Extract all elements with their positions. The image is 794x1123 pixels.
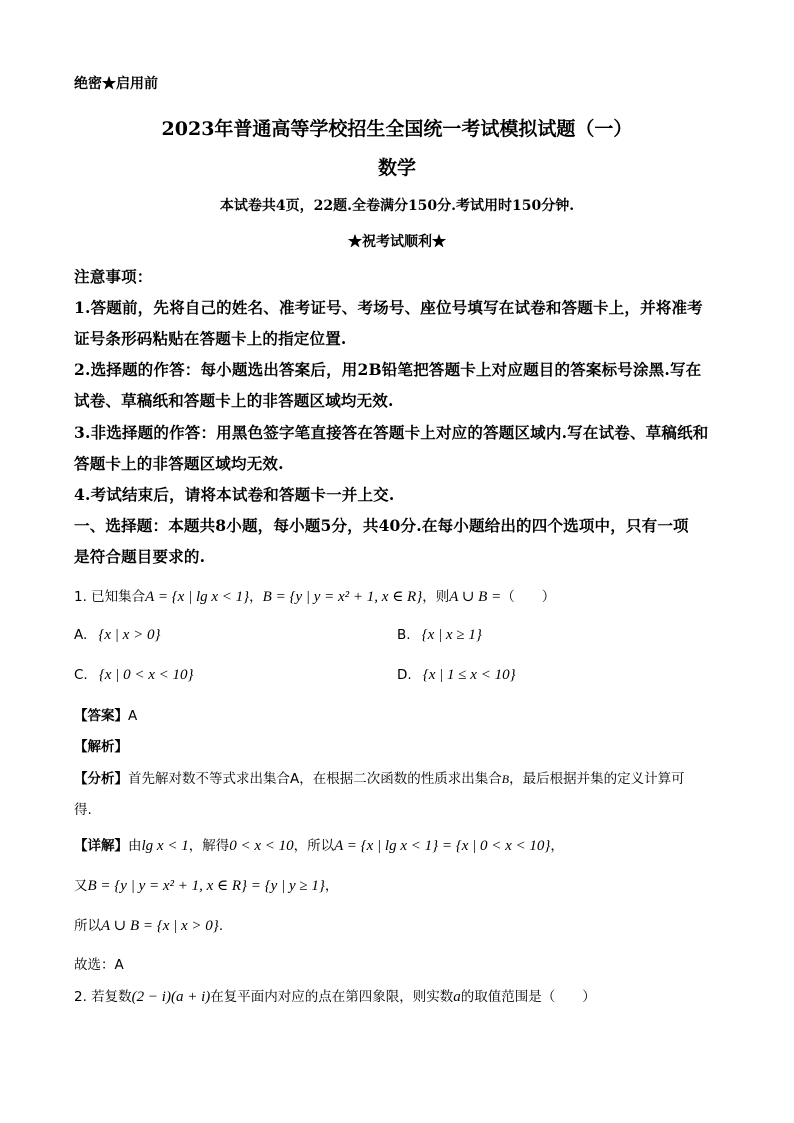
notes-heading: 注意事项： [74,267,153,286]
question-2-stem [74,985,596,1006]
note-line: 答题卡上的非答题区域均无效. [74,454,284,473]
xj-text: . [218,918,224,934]
fenxi-tag: 【分析】 [74,771,128,787]
xj-text: 所以 [74,918,101,934]
question-2-text: 在复平面内对应的点在第四象限，则实数 [210,989,454,1005]
note-line: 证号条形码粘贴在答题卡上的指定位置. [74,329,347,348]
fenxi-text: 首先解对数不等式求出集合A，在根据二次函数的性质求出集合 [128,771,502,787]
xiangjie-tag: 【详解】 [74,838,128,854]
section-heading: 一、选择题：本题共8小题，每小题5分，共40分.在每小题给出的四个选项中，只有一项 [74,516,689,535]
exam-title: 2023年普通高等学校招生全国统一考试模拟试题（一） [161,118,633,140]
separator: ， [249,589,263,605]
xj-text: ，所以 [293,838,335,854]
fenxi-set-b: B [501,772,510,786]
xj-math: A ∪ B = {x | x > 0} [101,918,219,934]
option-a[interactable] [74,624,160,644]
note-line: 试卷、草稿纸和答题卡上的非答题区域均无效. [74,391,394,410]
answer-tag: 【答案】 [74,708,128,724]
option-a-value: {x | x > 0} [98,627,161,643]
option-b-value: {x | x ≥ 1} [421,627,482,643]
xiangjie-line-3 [74,914,223,935]
option-a-label: A. [74,627,88,643]
xj-text: ， [550,838,564,854]
answer-value: A [128,708,138,724]
option-b-label: B. [397,627,411,643]
option-c-label: C. [74,667,88,683]
subject-title: 数学 [377,157,416,179]
section-heading-cont: 是符合题目要求的. [74,547,206,566]
xj-math: A = {x | lg x < 1} = {x | 0 < x < 10} [334,838,551,854]
xiangjie-line-2 [74,874,338,895]
option-b[interactable] [397,624,482,644]
analysis-heading [74,735,128,755]
xj-text: ， [324,878,339,894]
question-1-prefix: 1. 已知集合 [74,589,146,605]
fenxi-text-cont: ，最后根据并集的定义计算可 [509,771,685,787]
analysis-tag: 【解析】 [74,739,128,755]
question-2-prefix: 2. 若复数 [74,989,132,1005]
option-c[interactable] [74,664,194,684]
xj-math: B = {y | y = x² + 1, x ∈ R} = {y | y ≥ 1} [87,878,325,894]
question-1-ask: ，则 [422,589,450,605]
union-expr: A ∪ B = [449,589,502,605]
xj-text: 由 [128,838,142,854]
answer-line [74,704,137,724]
note-line: 3.非选择题的作答：用黑色签字笔直接答在答题卡上对应的答题区域内.写在试卷、草稿纸和 [74,423,709,442]
option-d[interactable] [397,664,516,684]
option-c-value: {x | 0 < x < 10} [98,667,194,683]
note-line: 4.考试结束后，请将本试卷和答题卡一并上交. [74,485,395,504]
xj-text: ，解得 [188,838,230,854]
choose-answer: 故选：A [74,957,124,973]
option-d-label: D. [397,667,412,683]
complex-expr: (2 − i)(a + i) [131,989,211,1005]
confidential-label: 绝密★启用前 [74,76,158,92]
fenxi-text-end: 得. [74,802,92,818]
set-a: A = {x | lg x < 1} [145,589,250,605]
note-line: 2.选择题的作答：每小题选出答案后，用2B铅笔把答题卡上对应题目的答案标号涂黑.写在 [74,360,702,379]
fenxi-line [74,767,685,787]
xj-math: lg x < 1 [141,838,189,854]
fenxi-line-cont [74,798,92,818]
exam-info: 本试卷共4页，22题.全卷满分150分.考试用时150分钟. [219,198,575,214]
xj-math: 0 < x < 10 [229,838,294,854]
question-1-stem [74,585,555,606]
choose-line [74,953,124,973]
blessing-line: ★祝考试顺利★ [348,234,446,250]
variable-a: a [453,989,461,1005]
note-line: 1.答题前，先将自己的姓名、准考证号、考场号、座位号填写在试卷和答题卡上，并将准考 [74,298,703,317]
answer-paren: （ ） [501,589,556,605]
question-2-end: 的取值范围是（ ） [460,989,596,1005]
xj-text: 又 [74,878,88,894]
xiangjie-line-1 [74,834,564,855]
set-b: B = {y | y = x² + 1, x ∈ R} [262,589,423,605]
option-d-value: {x | 1 ≤ x < 10} [422,667,516,683]
